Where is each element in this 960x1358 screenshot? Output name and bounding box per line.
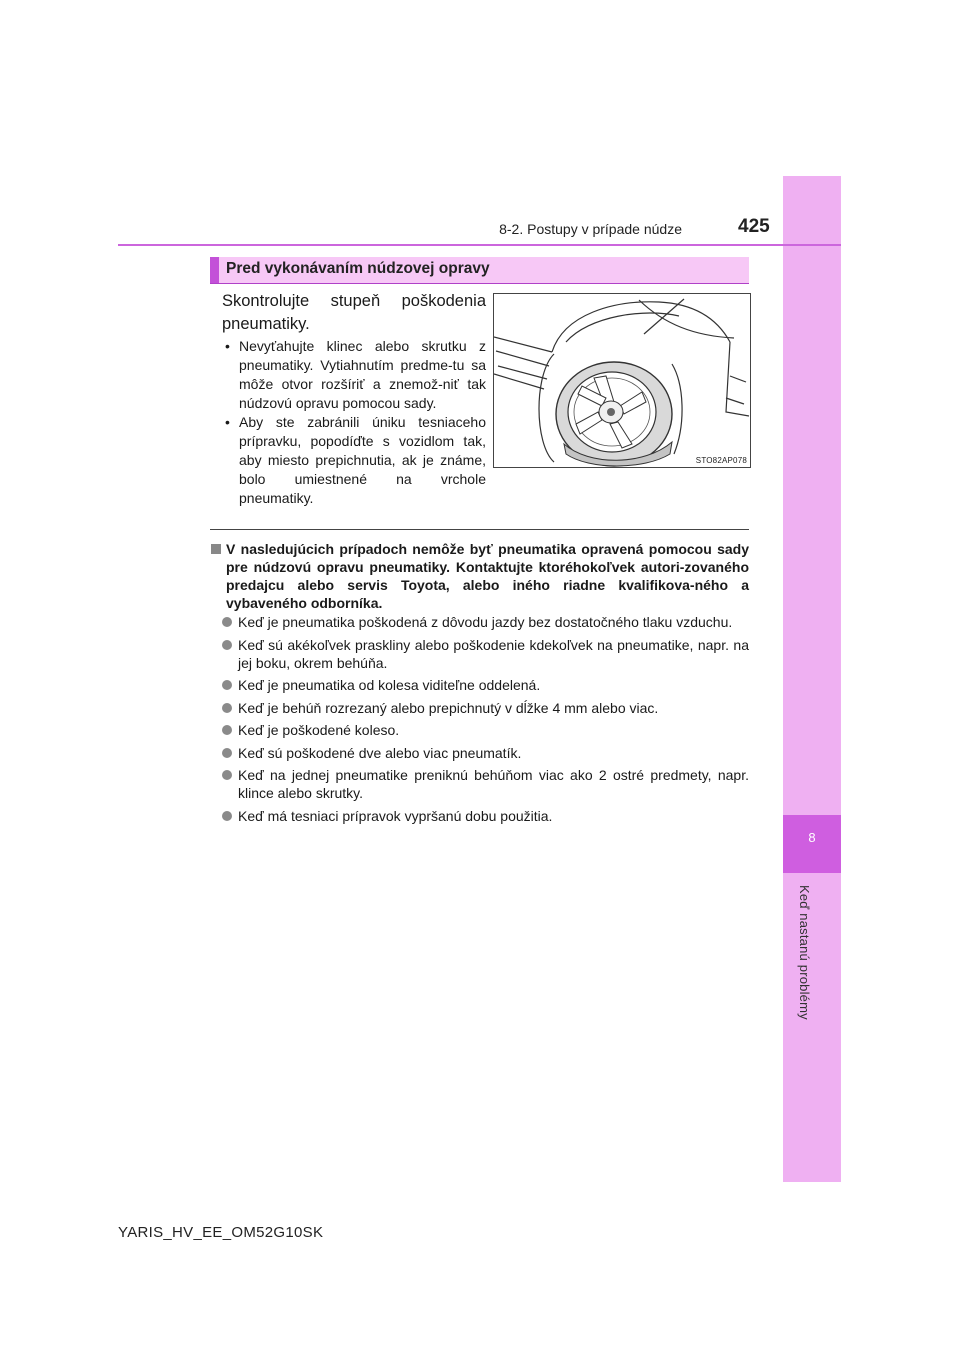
section-divider [210,529,749,530]
case-text: Keď má tesniaci prípravok vypršanú dobu použitia. [238,807,553,824]
intro-paragraph: Skontrolujte stupeň poškodenia pneumatiky. [222,292,486,333]
warning-note [211,540,749,612]
header-rule [118,244,841,246]
case-text: Keď je pneumatika poškodená z dôvodu jazdy bez dostatočného tlaku vzduchu. [238,614,733,630]
case-item [222,766,749,802]
case-text: Keď je poškodené koleso. [238,722,400,738]
circle-bullet-icon [222,617,232,627]
intro-bullet-item [222,337,486,413]
case-item [222,807,749,825]
warning-note-text: V nasledujúcich prípadoch nemôže byť pneumatika opravená pomocou sady pre núdzovú opravu pneumatiky. Kontaktujte ktoréhokoľvek autori-zovaného predajcu alebo servis Toyota, alebo iného riadne kvalifikova-ného a vybaveného odborníka. [226,541,749,611]
figure-code: STO82AP078 [695,456,747,465]
side-tab-chapter-label: Keď nastanú problémy [797,885,812,1020]
circle-bullet-icon [222,680,232,690]
case-item [222,676,749,694]
document-code: YARIS_HV_EE_OM52G10SK [118,1224,324,1241]
circle-bullet-icon [222,725,232,735]
chapter-header-title: 8-2. Postupy v prípade núdze [499,221,682,237]
case-text: Keď je behúň rozrezaný alebo prepichnutý v dĺžke 4 mm alebo viac. [238,699,659,716]
case-list [222,613,749,829]
tire-illustration [493,293,751,468]
circle-bullet-icon [222,640,232,650]
bullet-marker: • [225,414,230,430]
case-item [222,613,749,631]
intro-bullet-item [222,413,486,508]
section-heading-title: Pred vykonávaním núdzovej opravy [226,260,490,277]
side-tab-chapter-number: 8 [808,830,816,845]
case-item [222,721,749,739]
circle-bullet-icon [222,770,232,780]
page-number: 425 [738,216,770,237]
case-item [222,744,749,762]
intro-bullet-list [222,337,486,508]
intro-bullet-text: Aby ste zabránili úniku tesniaceho prípravku, popodíďte s vozidlom tak, aby miesto prepichnutia, ak je známe, bolo umiestnené na vrchole pneumatiky. [239,414,486,506]
case-text: Keď sú akékoľvek praskliny alebo poškodenie kdekoľvek na pneumatike, napr. na jej boku, okrem behúňa. [238,636,749,671]
car-wheel-drawing [494,294,750,467]
case-item [222,699,749,717]
section-heading-bar [210,257,219,284]
bullet-marker: • [225,338,230,354]
case-text: Keď na jednej pneumatike preniknú behúňom viac ako 2 ostré predmety, napr. klince alebo skrutky. [238,767,749,801]
circle-bullet-icon [222,703,232,713]
circle-bullet-icon [222,748,232,758]
case-text: Keď je pneumatika od kolesa viditeľne oddelená. [238,677,541,693]
intro-bullet-text: Nevyťahujte klinec alebo skrutku z pneumatiky. Vytiahnutím predme-tu sa môže otvor rozšíriť a znemož-niť tak núdzovú opravu pomocou sady. [239,338,486,411]
section-heading-rule [210,283,749,284]
case-item [222,636,749,672]
square-bullet-icon [211,544,221,554]
case-text: Keď sú poškodené dve alebo viac pneumatík. [238,744,522,761]
circle-bullet-icon [222,811,232,821]
